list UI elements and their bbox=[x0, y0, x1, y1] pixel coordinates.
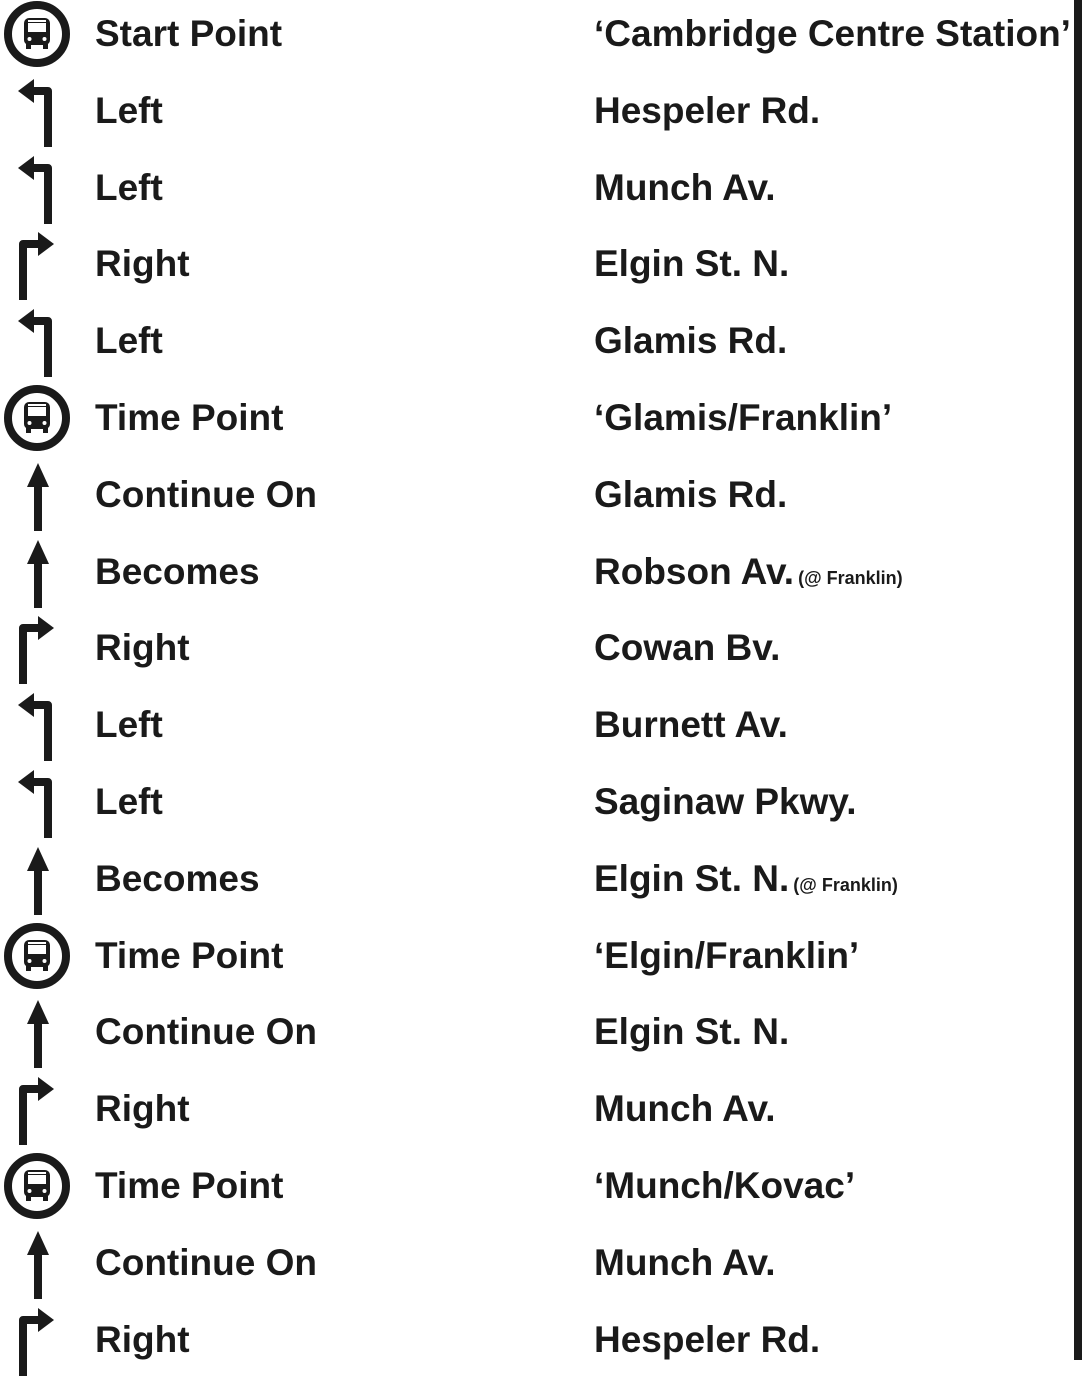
turn-right-icon bbox=[0, 1304, 76, 1380]
direction-row bbox=[0, 612, 1074, 688]
bus-stop-icon bbox=[0, 920, 76, 996]
street-label: Munch Av. bbox=[594, 1241, 776, 1283]
street-name bbox=[594, 1164, 855, 1208]
straight-arrow-icon bbox=[0, 843, 76, 919]
direction-action: Start Point bbox=[95, 13, 283, 54]
street-label: Munch Av. bbox=[594, 166, 776, 208]
street-name bbox=[594, 319, 787, 363]
street-label: Glamis Rd. bbox=[594, 473, 788, 515]
page-border bbox=[1074, 0, 1082, 1360]
street-label: Saginaw Pkwy. bbox=[594, 781, 857, 822]
turn-left-icon bbox=[0, 689, 76, 765]
street-name bbox=[594, 473, 787, 517]
direction-row bbox=[0, 996, 1074, 1072]
street-label: Cowan Bv. bbox=[594, 627, 781, 669]
turn-left-icon bbox=[0, 152, 76, 228]
turn-right-icon bbox=[0, 1073, 76, 1149]
street-name bbox=[594, 1010, 789, 1054]
direction-action: Continue On bbox=[95, 473, 317, 515]
street-name bbox=[594, 1241, 776, 1285]
direction-action: Left bbox=[95, 320, 163, 362]
street-label: ‘Glamis/Franklin’ bbox=[594, 397, 893, 438]
direction-row bbox=[0, 843, 1074, 919]
turn-right-icon bbox=[0, 228, 76, 304]
street-name bbox=[594, 89, 820, 133]
bus-stop-icon bbox=[0, 0, 76, 74]
direction-row bbox=[0, 1073, 1074, 1149]
direction-action: Right bbox=[95, 1318, 190, 1360]
turn-left-icon bbox=[0, 305, 76, 381]
direction-row bbox=[0, 766, 1074, 842]
bus-stop-icon bbox=[0, 382, 76, 458]
direction-action: Right bbox=[95, 1088, 190, 1130]
street-name bbox=[594, 626, 780, 670]
direction-row bbox=[0, 382, 1074, 458]
street-name bbox=[594, 934, 859, 978]
street-name bbox=[594, 396, 892, 440]
direction-row bbox=[0, 305, 1074, 381]
street-note: (@ Franklin) bbox=[798, 567, 903, 588]
street-label: Burnett Av. bbox=[594, 704, 788, 746]
street-label: ‘Munch/Kovac’ bbox=[594, 1165, 856, 1206]
street-label: Elgin St. N. bbox=[594, 857, 790, 899]
street-name bbox=[594, 242, 789, 286]
street-name bbox=[594, 703, 788, 747]
direction-row bbox=[0, 228, 1074, 304]
street-name bbox=[594, 1318, 820, 1362]
direction-row bbox=[0, 920, 1074, 996]
street-label: Elgin St. N. bbox=[594, 243, 790, 285]
street-name bbox=[594, 857, 898, 907]
street-name bbox=[594, 166, 776, 210]
direction-row bbox=[0, 536, 1074, 612]
direction-row bbox=[0, 689, 1074, 765]
street-label: Hespeler Rd. bbox=[594, 1318, 821, 1360]
direction-action: Left bbox=[95, 89, 163, 131]
street-label: Robson Av. bbox=[594, 550, 795, 592]
direction-row bbox=[0, 152, 1074, 228]
direction-row bbox=[0, 1150, 1074, 1226]
street-name bbox=[594, 780, 857, 824]
direction-row bbox=[0, 459, 1074, 535]
direction-action: Left bbox=[95, 166, 163, 208]
straight-arrow-icon bbox=[0, 1227, 76, 1303]
street-label: Munch Av. bbox=[594, 1088, 776, 1130]
direction-row bbox=[0, 0, 1074, 74]
direction-action: Right bbox=[95, 627, 190, 669]
street-label: Elgin St. N. bbox=[594, 1011, 790, 1053]
turn-right-icon bbox=[0, 612, 76, 688]
street-name bbox=[594, 550, 903, 600]
straight-arrow-icon bbox=[0, 459, 76, 535]
street-note: (@ Franklin) bbox=[793, 874, 898, 895]
direction-action: Time Point bbox=[95, 1165, 284, 1206]
turn-left-icon bbox=[0, 766, 76, 842]
direction-row bbox=[0, 75, 1074, 151]
street-label: Hespeler Rd. bbox=[594, 89, 821, 131]
straight-arrow-icon bbox=[0, 536, 76, 612]
straight-arrow-icon bbox=[0, 996, 76, 1072]
street-label: ‘Cambridge Centre Station’ bbox=[594, 13, 1071, 54]
street-name bbox=[594, 1087, 776, 1131]
street-label: ‘Elgin/Franklin’ bbox=[594, 934, 860, 976]
bus-stop-icon bbox=[0, 1150, 76, 1226]
street-label: Glamis Rd. bbox=[594, 320, 788, 362]
direction-action: Continue On bbox=[95, 1011, 317, 1053]
direction-action: Time Point bbox=[95, 397, 284, 438]
direction-action: Left bbox=[95, 781, 163, 822]
direction-action: Becomes bbox=[95, 550, 260, 592]
direction-action: Becomes bbox=[95, 857, 260, 899]
direction-row bbox=[0, 1227, 1074, 1303]
turn-left-icon bbox=[0, 75, 76, 151]
street-name bbox=[594, 12, 1071, 56]
direction-row bbox=[0, 1304, 1074, 1380]
direction-action: Left bbox=[95, 704, 163, 746]
direction-action: Continue On bbox=[95, 1241, 317, 1283]
direction-action: Time Point bbox=[95, 934, 284, 976]
direction-action: Right bbox=[95, 243, 190, 285]
